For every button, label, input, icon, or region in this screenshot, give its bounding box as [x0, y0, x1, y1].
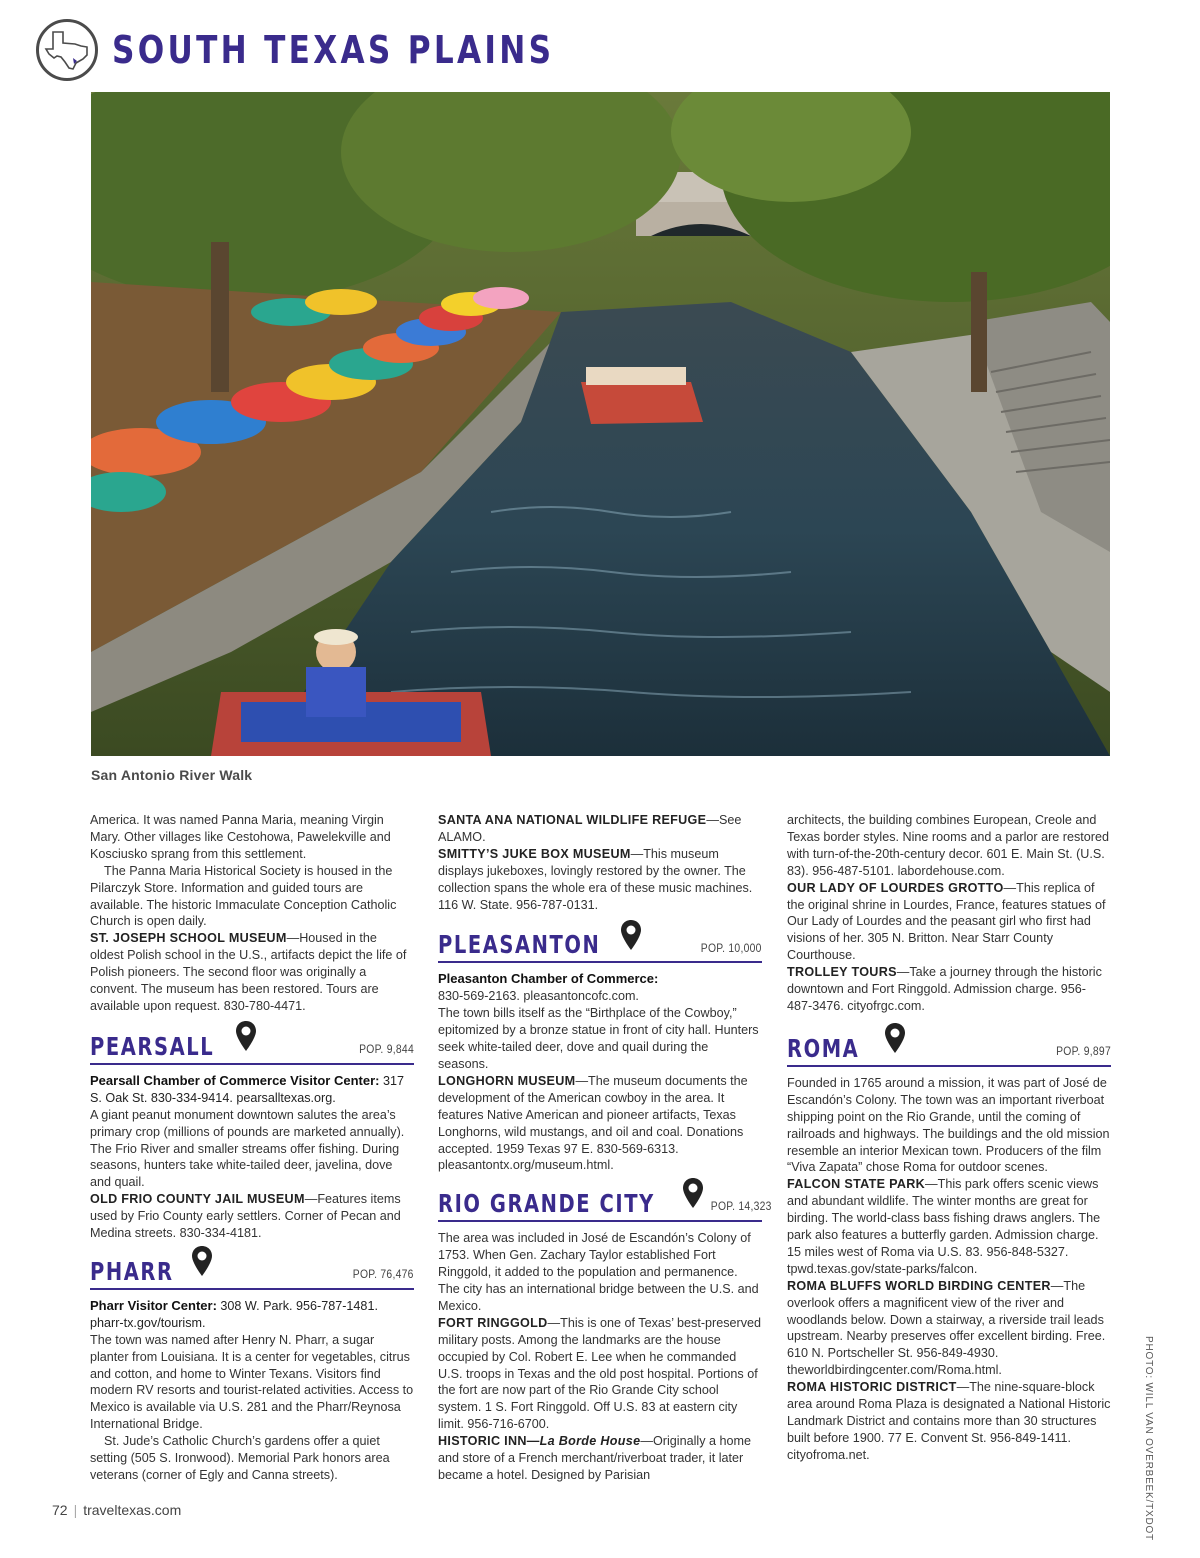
listing — [90, 1191, 414, 1242]
listing-name: ROMA BLUFFS WORLD BIRDING CENTER — [787, 1278, 1051, 1293]
chamber-name: Pleasanton Chamber of Commerce: — [438, 971, 659, 987]
listing-name: FORT RINGGOLD — [438, 1315, 548, 1330]
listing — [438, 812, 762, 846]
column-1 — [90, 812, 414, 1484]
population: POP. 14,323 — [710, 1201, 772, 1214]
chamber-info — [90, 1298, 414, 1332]
column-3 — [787, 812, 1111, 1464]
chamber-detail: 317 S. Oak St. 830-334-9414. pearsalltexas.org. — [90, 1073, 404, 1105]
paragraph: The area was included in José de Escandón’s Colony of 1753. When Gen. Zachary Taylor established Fort Ringgold, it added to the population and permanence. The city has an international bridge between the U.S. and Mexico. — [438, 1231, 759, 1313]
listing-text: —Features items used by Frio County early settlers. Corner of Pecan and Medina streets. 830-334-4181. — [90, 1192, 401, 1241]
listing — [438, 846, 762, 914]
listing-text: —This is one of Texas’ best-preserved military posts. Among the landmarks are the house occupied by Col. Robert E. Lee when he commanded U.S. troops in Texas and the old post hospital. Portions of the fort are now part of the Rio Grande City school system. 1 S. Fort Ringgold. Off U.S. 83 at eastern city limit. 956-716-6700. — [438, 1315, 762, 1432]
location-pin-icon — [620, 919, 642, 956]
paragraph: St. Jude’s Catholic Church’s gardens offer a quiet setting (505 S. Ironwood). Memorial Park honors area veterans (corner of Egly and Canna streets). — [90, 1434, 390, 1482]
town-heading-roma — [787, 1025, 1111, 1067]
page-footer — [52, 1502, 181, 1518]
footer-divider: | — [73, 1502, 78, 1518]
paragraph: America. It was named Panna Maria, meaning Virgin Mary. Other villages like Cestohowa, Pawelekville and Kosciusko sprang from this settlement. — [90, 813, 391, 861]
chamber-detail: 830-569-2163. pleasantoncofc.com. — [438, 989, 639, 1004]
listing-text: —This museum displays jukeboxes, lovingly restored by the owner. The collection spans the whole era of these music machines. 116 W. State. 956-787-0131. — [438, 846, 753, 912]
town-heading-pharr — [90, 1248, 414, 1290]
town-heading-pearsall — [90, 1023, 414, 1065]
location-pin-icon — [682, 1177, 704, 1214]
chamber-info — [90, 1073, 414, 1107]
listing — [787, 964, 1111, 1015]
river-walk-photo — [91, 92, 1110, 756]
paragraph: The town bills itself as the “Birthplace of the Cowboy,” epitomized by a bronze statue in front of city hall. Hunters seek white-tailed deer, dove and quail during the seasons. — [438, 1006, 759, 1071]
listing-name: OLD FRIO COUNTY JAIL MUSEUM — [90, 1192, 305, 1207]
town-name: PEARSALL — [90, 1031, 215, 1061]
chamber-name: Pearsall Chamber of Commerce Visitor Center: — [90, 1072, 380, 1088]
town-name: RIO GRANDE CITY — [438, 1189, 655, 1219]
town-heading-pleasanton — [438, 921, 762, 963]
listing-text: —Originally a home and store of a French merchant/riverboat trader, it later became a hotel. Designed by Parisian — [438, 1434, 751, 1482]
region-title: SOUTH TEXAS PLAINS — [112, 28, 555, 72]
listing-name: HISTORIC INN— — [438, 1434, 540, 1449]
listing — [787, 1379, 1111, 1464]
location-pin-icon — [191, 1245, 213, 1282]
population: POP. 10,000 — [701, 942, 762, 955]
listing-text: —The museum documents the development of the American cowboy in the area. It features Native American and pioneer artifacts, Texas Longhorns, wild mustangs, and oil and coal. Donations accepted. 1959 Texas 97 E. 830-569-6313. pleasantontx.org/museum.html. — [438, 1073, 748, 1173]
paragraph: The Panna Maria Historical Society is housed in the Pilarczyk Store. Information and guided tours are available. The historic Immaculate Conception Catholic Church is open daily. — [90, 863, 397, 929]
listing — [787, 1176, 1111, 1277]
town-name: PHARR — [90, 1256, 174, 1286]
chamber-detail: 308 W. Park. 956-787-1481. pharr-tx.gov/tourism. — [90, 1298, 378, 1330]
listing-name: FALCON STATE PARK — [787, 1177, 926, 1192]
page-number: 72 — [52, 1502, 68, 1518]
listing — [438, 1073, 762, 1174]
listing-name: SMITTY’S JUKE BOX MUSEUM — [438, 846, 631, 861]
listing-name: LONGHORN MUSEUM — [438, 1073, 576, 1088]
texas-map-icon — [36, 19, 98, 81]
listing-name: OUR LADY OF LOURDES GROTTO — [787, 880, 1004, 895]
listing-text: —The overlook offers a magnificent view of the river and woodlands below. Down a stairway, a riverside trail leads upstream. Nearby preserves offer excellent birding. Free. 610 N. Portscheller St. 956-849-4930. theworldbirdingcenter.com/Roma.html. — [787, 1278, 1106, 1378]
site-url[interactable]: traveltexas.com — [83, 1502, 182, 1518]
listing-name: TROLLEY TOURS — [787, 965, 897, 980]
page-header — [36, 16, 651, 84]
listing-name-italic: La Borde House — [539, 1434, 641, 1449]
population: POP. 9,844 — [359, 1043, 414, 1056]
listing — [90, 930, 414, 1015]
listing-text: —Housed in the oldest Polish school in the U.S., artifacts depict the life of Polish pioneers. The second floor was originally a convent. The museum has been restored. Tours are available upon request. 830-780-4471. — [90, 931, 407, 1013]
listing-text: —This park offers scenic views and abundant wildlife. The winter months are great for birding. The world-class bass fishing draws anglers. The park also features a butterfly garden. Admission charge. 15 miles west of Roma via U.S. 83. 956-848-5327. tpwd.texas.gov/state-parks/falcon. — [787, 1177, 1101, 1276]
photo-credit-text: PHOTO: WILL VAN OVERBEEK/TXDOT — [1143, 1336, 1154, 1541]
population: POP. 76,476 — [353, 1269, 414, 1282]
population: POP. 9,897 — [1056, 1045, 1111, 1058]
location-pin-icon — [884, 1022, 906, 1059]
listing — [438, 1315, 762, 1433]
paragraph: The town was named after Henry N. Pharr, a sugar planter from Louisiana. It is a center for vegetables, citrus and cotton, and home to Winter Texans. Visitors find modern RV resorts and tourist-related activities. Access to Mexico is available via U.S. 281 and the Pharr/Reynosa International Bridge. — [90, 1332, 414, 1432]
photo-credit — [1142, 1336, 1156, 1541]
location-pin-icon — [235, 1020, 257, 1057]
photo-caption: San Antonio River Walk — [91, 767, 253, 783]
listing — [787, 880, 1111, 965]
chamber-info — [438, 971, 762, 988]
paragraph: Founded in 1765 around a mission, it was part of José de Escandón’s Colony. The town was an important riverboat shipping point on the Rio Grande, until the coming of railroads and highways. The buildings and the old mission resemble an interior Mexican town. Producers of the film “Viva Zapata” chose Roma for outdoor scenes. — [787, 1075, 1110, 1175]
chamber-name: Pharr Visitor Center: — [90, 1297, 217, 1313]
listing-text: —Take a journey through the historic downtown and Fort Ringgold. Admission charge. 956-487-3476. cityofrgc.com. — [787, 965, 1102, 1013]
town-name: PLEASANTON — [438, 930, 601, 960]
town-name: ROMA — [787, 1033, 860, 1063]
listing-name: ROMA HISTORIC DISTRICT — [787, 1380, 957, 1395]
town-heading-rio-grande-city — [438, 1180, 772, 1222]
column-2 — [438, 812, 772, 1484]
listing — [438, 1433, 762, 1484]
paragraph: architects, the building combines European, Creole and Texas border styles. Nine rooms and a parlor are restored with turn-of-the-20th-century decor. 601 E. Main St. (U.S. 83). 956-487-5101. labordehouse.com. — [787, 813, 1109, 878]
paragraph: A giant peanut monument downtown salutes the area’s primary crop (millions of pounds are marketed annually). The Frio River and smaller streams offer fishing. During seasons, hunters take white-tailed deer, javelina, dove and quail. — [90, 1107, 405, 1190]
listing-text: —See ALAMO. — [438, 813, 742, 844]
listing — [787, 1278, 1111, 1379]
listing-text: —This replica of the original shrine in Lourdes, France, features statues of Our Lady of Lourdes and the peasant girl who first had visions of her. 305 N. Britton. Near Starr County Courthouse. — [787, 880, 1106, 963]
listing-name: SANTA ANA NATIONAL WILDLIFE REFUGE — [438, 813, 707, 827]
listing-name: ST. JOSEPH SCHOOL MUSEUM — [90, 931, 287, 946]
listing-text: —The nine-square-block area around Roma Plaza is designated a National Historic Landmark District and contains more than 30 structures built before 1900. 77 E. Convent St. 956-849-1411. cityofroma.net. — [787, 1380, 1111, 1462]
